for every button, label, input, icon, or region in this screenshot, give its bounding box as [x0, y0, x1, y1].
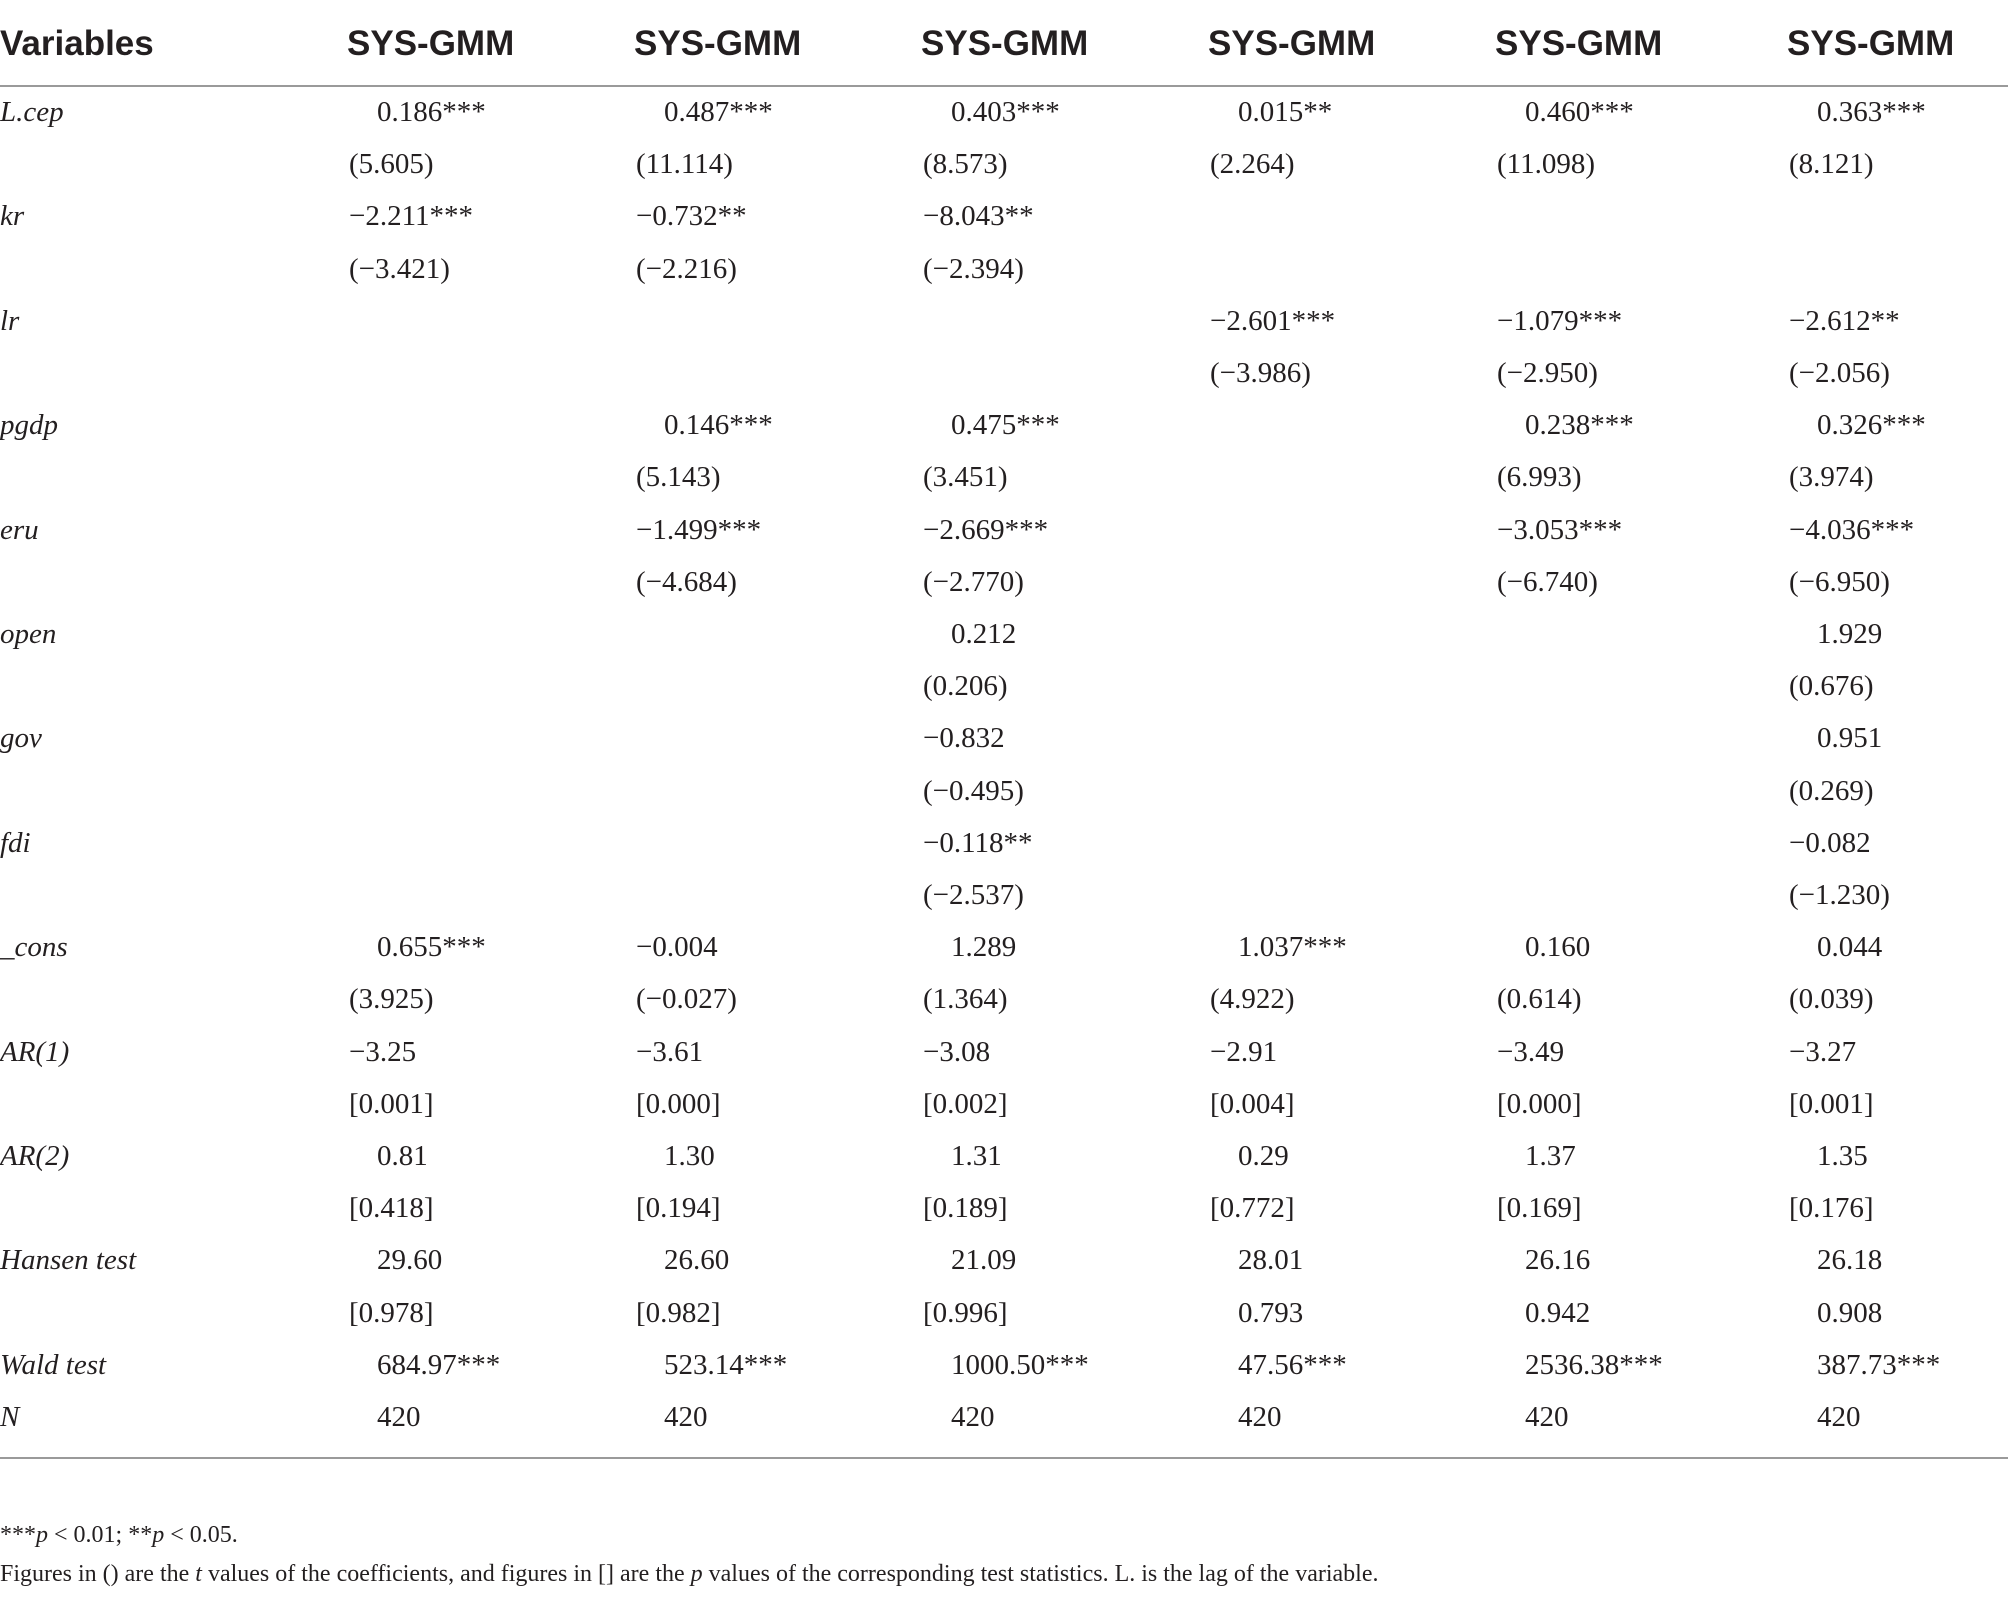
table-cell: 1.31 — [951, 1140, 1002, 1172]
row-label: eru — [0, 513, 39, 546]
table-cell: 684.97*** — [377, 1348, 501, 1381]
table-cell: −1.499*** — [636, 513, 762, 546]
table-cell: [0.169] — [1497, 1192, 1582, 1225]
table-cell: [0.001] — [1789, 1087, 1874, 1120]
table-cell: −8.043** — [923, 200, 1034, 233]
table-row — [0, 138, 2008, 190]
row-label: _cons — [0, 931, 68, 964]
bottom-rule — [0, 1457, 2008, 1459]
header-col-4: SYS-GMM — [1208, 24, 1376, 63]
row-label: AR(1) — [0, 1035, 70, 1068]
table-cell: 1.35 — [1817, 1140, 1868, 1172]
table-cell: (−1.230) — [1789, 879, 1890, 911]
row-label: AR(2) — [0, 1140, 70, 1172]
table-cell: 1.289 — [951, 931, 1017, 964]
table-cell: (11.114) — [636, 148, 733, 181]
table-cell: [0.000] — [636, 1087, 721, 1120]
header-col-6: SYS-GMM — [1787, 24, 1955, 63]
table-row — [0, 921, 2008, 973]
table-cell: −3.27 — [1789, 1035, 1857, 1068]
table-cell: (−3.986) — [1210, 357, 1311, 389]
table-cell: (4.922) — [1210, 983, 1295, 1016]
table-cell: 0.212 — [951, 618, 1017, 650]
table-cell: 1.037*** — [1238, 931, 1347, 964]
table-cell: [0.176] — [1789, 1192, 1874, 1225]
table-cell: −2.91 — [1210, 1035, 1278, 1068]
table-cell: [0.002] — [923, 1087, 1008, 1120]
table-cell: (0.039) — [1789, 983, 1874, 1016]
row-label: L.cep — [0, 96, 64, 128]
table-cell: 420 — [664, 1401, 708, 1433]
table-cell: 0.793 — [1238, 1296, 1304, 1329]
table-cell: (6.993) — [1497, 461, 1582, 494]
table-cell: 0.942 — [1525, 1296, 1591, 1329]
table-cell: 26.60 — [664, 1244, 730, 1277]
table-row — [0, 1339, 2008, 1391]
table-cell: (−2.394) — [923, 252, 1024, 285]
table-cell: [0.189] — [923, 1192, 1008, 1225]
table-row — [0, 660, 2008, 712]
table-cell: (1.364) — [923, 983, 1008, 1016]
table-cell: −0.004 — [636, 931, 718, 964]
table-cell: 28.01 — [1238, 1244, 1304, 1277]
table-row — [0, 1287, 2008, 1339]
table-row — [0, 243, 2008, 295]
table-cell: (−3.421) — [349, 252, 450, 285]
table-cell: (−6.740) — [1497, 565, 1598, 598]
table-cell: 387.73*** — [1817, 1348, 1941, 1381]
table-cell: 420 — [951, 1401, 995, 1433]
table-cell: (0.614) — [1497, 983, 1582, 1016]
table-row — [0, 295, 2008, 347]
table-row — [0, 1078, 2008, 1130]
header-col-5: SYS-GMM — [1495, 24, 1663, 63]
table-cell: 1.37 — [1525, 1140, 1576, 1172]
table-row — [0, 399, 2008, 451]
table-cell: 0.29 — [1238, 1140, 1289, 1172]
table-cell: −3.49 — [1497, 1035, 1565, 1068]
table-cell: (8.121) — [1789, 148, 1874, 181]
footnote-significance: ***p < 0.01; **p < 0.05. — [0, 1522, 238, 1548]
table-cell: −4.036*** — [1789, 513, 1915, 546]
table-row — [0, 86, 2008, 138]
row-label: Hansen test — [0, 1244, 137, 1277]
table-cell: 0.186*** — [377, 96, 486, 128]
table-cell: 1.30 — [664, 1140, 715, 1172]
table-cell: 26.16 — [1525, 1244, 1591, 1277]
table-cell: 0.160 — [1525, 931, 1591, 964]
table-cell: (−2.056) — [1789, 357, 1890, 389]
table-row — [0, 347, 2008, 399]
table-cell: [0.418] — [349, 1192, 434, 1225]
table-row — [0, 973, 2008, 1025]
table-row — [0, 556, 2008, 608]
table-cell: −0.118** — [923, 826, 1033, 859]
table-cell: 0.951 — [1817, 722, 1883, 755]
table-row — [0, 817, 2008, 869]
table-cell: −2.669*** — [923, 513, 1049, 546]
table-cell: (5.143) — [636, 461, 721, 494]
table-cell: 523.14*** — [664, 1348, 788, 1381]
table-cell: [0.000] — [1497, 1087, 1582, 1120]
table-header — [0, 0, 2008, 88]
table-cell: 1.929 — [1817, 618, 1883, 650]
row-label: N — [0, 1401, 20, 1433]
table-cell: 29.60 — [377, 1244, 443, 1277]
table-row — [0, 712, 2008, 764]
table-cell: 0.460*** — [1525, 96, 1634, 128]
row-label: fdi — [0, 826, 31, 859]
table-cell: 0.403*** — [951, 96, 1060, 128]
table-row — [0, 869, 2008, 921]
table-cell: 0.146*** — [664, 409, 773, 442]
table-cell: 26.18 — [1817, 1244, 1883, 1277]
header-variables: Variables — [0, 24, 154, 63]
table-cell: [0.996] — [923, 1296, 1008, 1329]
table-cell: [0.978] — [349, 1296, 434, 1329]
table-cell: (3.974) — [1789, 461, 1874, 494]
table-cell: 420 — [1525, 1401, 1569, 1433]
table-cell: −3.08 — [923, 1035, 991, 1068]
table-cell: 2536.38*** — [1525, 1348, 1663, 1381]
table-row — [0, 608, 2008, 660]
table-cell: −3.61 — [636, 1035, 704, 1068]
table-row — [0, 190, 2008, 242]
table-cell: −0.082 — [1789, 826, 1871, 859]
table-cell: (2.264) — [1210, 148, 1295, 181]
table-cell: 420 — [377, 1401, 421, 1433]
table-cell: 0.487*** — [664, 96, 773, 128]
table-cell: (−4.684) — [636, 565, 737, 598]
table-row — [0, 1026, 2008, 1078]
table-cell: 21.09 — [951, 1244, 1017, 1277]
row-label: pgdp — [0, 409, 58, 442]
row-label: kr — [0, 200, 25, 233]
table-cell: −2.211*** — [349, 200, 474, 233]
table-cell: 1000.50*** — [951, 1348, 1089, 1381]
table-row — [0, 1130, 2008, 1182]
table-row — [0, 451, 2008, 503]
table-cell: 0.015** — [1238, 96, 1333, 128]
table-cell: 0.908 — [1817, 1296, 1883, 1329]
table-cell: [0.982] — [636, 1296, 721, 1329]
footnote-note: Figures in () are the t values of the coefficients, and figures in [] are the p values of the corresponding test statistics. L. is the lag of the variable. — [0, 1561, 1379, 1587]
table-cell: −2.601*** — [1210, 304, 1336, 337]
table-cell: 0.655*** — [377, 931, 486, 964]
table-cell: [0.001] — [349, 1087, 434, 1120]
table-cell: 0.475*** — [951, 409, 1060, 442]
table-cell: (0.206) — [923, 670, 1008, 703]
table-cell: (8.573) — [923, 148, 1008, 181]
table-cell: 0.363*** — [1817, 96, 1926, 128]
row-label: open — [0, 618, 57, 650]
table-cell: 0.044 — [1817, 931, 1883, 964]
table-row — [0, 504, 2008, 556]
table-row — [0, 1182, 2008, 1234]
table-cell: [0.194] — [636, 1192, 721, 1225]
table-cell: (−0.495) — [923, 774, 1024, 807]
table-cell: (0.676) — [1789, 670, 1874, 703]
table-cell: (3.451) — [923, 461, 1008, 494]
table-cell: (3.925) — [349, 983, 434, 1016]
table-cell: 0.238*** — [1525, 409, 1634, 442]
table-cell: −3.053*** — [1497, 513, 1623, 546]
table-cell: (−2.537) — [923, 879, 1024, 911]
table-cell: (−2.216) — [636, 252, 737, 285]
table-cell: 0.81 — [377, 1140, 428, 1172]
table-cell: 47.56*** — [1238, 1348, 1347, 1381]
table-row — [0, 1391, 2008, 1443]
table-cell: −1.079*** — [1497, 304, 1623, 337]
table-cell: (0.269) — [1789, 774, 1874, 807]
table-cell: (−2.770) — [923, 565, 1024, 598]
table-cell: 420 — [1238, 1401, 1282, 1433]
table-cell: −0.732** — [636, 200, 747, 233]
header-col-2: SYS-GMM — [634, 24, 802, 63]
table-cell: 420 — [1817, 1401, 1861, 1433]
table-cell: −2.612** — [1789, 304, 1900, 337]
table-cell: 0.326*** — [1817, 409, 1926, 442]
row-label: gov — [0, 722, 42, 755]
table-cell: (11.098) — [1497, 148, 1595, 181]
header-col-1: SYS-GMM — [347, 24, 515, 63]
table-cell: (−0.027) — [636, 983, 737, 1016]
table-row — [0, 1234, 2008, 1286]
header-col-3: SYS-GMM — [921, 24, 1089, 63]
table-cell: −3.25 — [349, 1035, 417, 1068]
table-cell: (−6.950) — [1789, 565, 1890, 598]
row-label: Wald test — [0, 1348, 107, 1381]
row-label: lr — [0, 304, 20, 337]
table-row — [0, 765, 2008, 817]
table-cell: [0.772] — [1210, 1192, 1295, 1225]
table-cell: (5.605) — [349, 148, 434, 181]
table-cell: −0.832 — [923, 722, 1005, 755]
table-cell: (−2.950) — [1497, 357, 1598, 389]
table-cell: [0.004] — [1210, 1087, 1295, 1120]
